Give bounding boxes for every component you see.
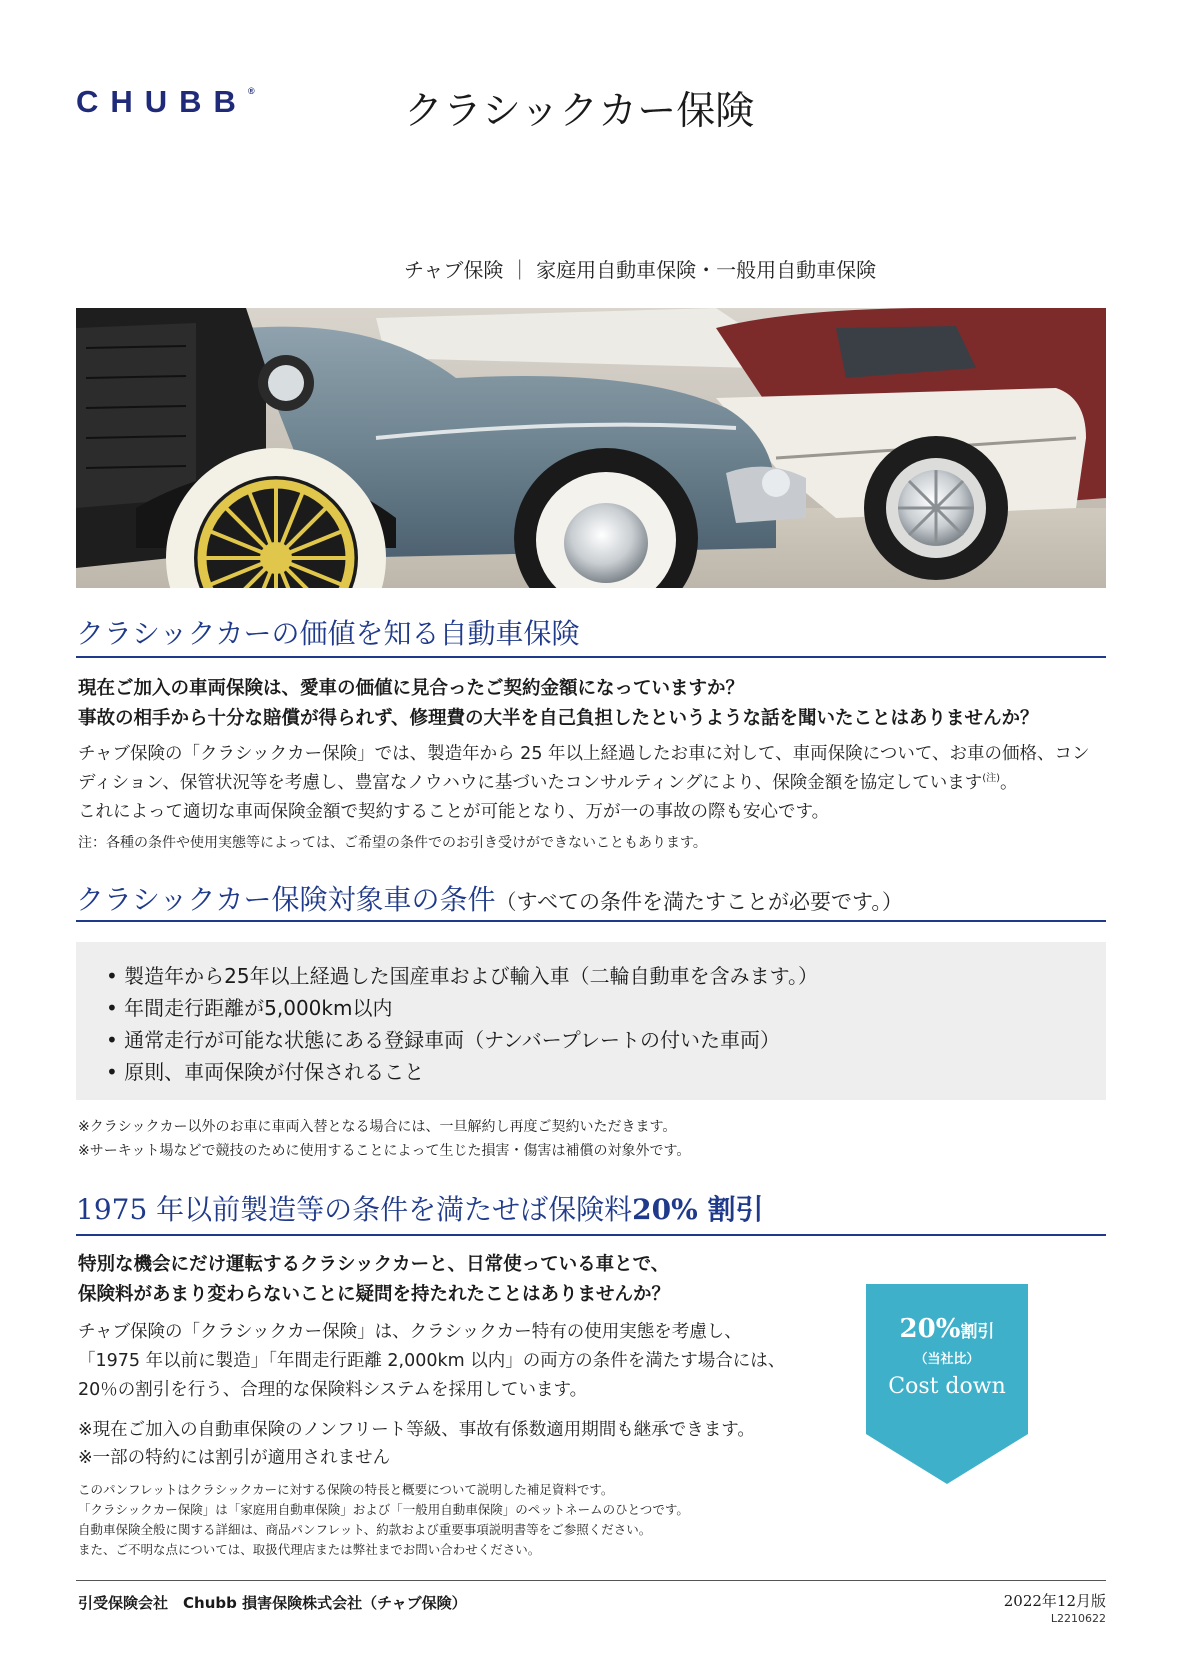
section3-body-1: チャブ保険の「クラシックカー保険」は、クラシックカー特有の使用実態を考慮し、 [78,1322,742,1342]
registered-mark: ® [247,86,255,96]
section2-note-2: ※サーキット場などで競技のために使用することによって生じた損害・傷害は補償の対象外です。 [78,1143,691,1159]
section3-heading [76,1188,764,1228]
section3-body-3: 20％の割引を行う、合理的な保険料システムを採用しています。 [78,1380,588,1400]
section3-lead-2: 保険料があまり変わらないことに疑問を持たれたことはありませんか？ [78,1284,671,1305]
section3-rule [76,1234,1106,1236]
section1-note: 注：各種の条件や使用実態等によっては、ご希望の条件でのお引き受けができないこともあります。 [78,835,707,851]
condition-item: • 原則、車両保険が付保されること [106,1060,425,1084]
fineprint-1: このパンフレットはクラシックカーに対する保険の特長と概要について説明した補足資料です。 [78,1482,614,1497]
section2-heading [76,878,903,918]
logo-text: CHUBB [76,84,248,119]
page-title: クラシックカー保険 [404,89,755,134]
note-marker: (注) [982,773,1001,785]
section3-note-2: ※一部の特約には割引が適用されません [78,1448,391,1468]
classic-cars-photo [76,308,1106,588]
section1-heading: クラシックカーの価値を知る自動車保険 [76,617,580,650]
section2-note-1: ※クラシックカー以外のお車に車両入替となる場合には、一旦解約し再度ご契約いただきます。 [78,1119,677,1135]
section1-body-1: チャブ保険の「クラシックカー保険」では、製造年から 25 年以上経過したお車に対して、車両保険について、お車の価格、コン [78,744,1090,764]
section1-lead-2: 事故の相手から十分な賠償が得られず、修理費の大半を自己負担したというような話を聞いたことはありませんか？ [78,708,1039,729]
page-subtitle: チャブ保険 ｜ 家庭用自動車保険・一般用自動車保険 [404,258,877,282]
section1-body-2 [78,769,1018,794]
section1-body-3: これによって適切な車両保険金額で契約することが可能となり、万が一の事故の際も安心です。 [78,802,830,822]
section1-body-2-end: 。 [1000,773,1018,793]
fineprint-2: 「クラシックカー保険」は「家庭用自動車保険」および「一般用自動車保険」のペットネームのひとつです。 [78,1502,689,1517]
section3-heading-discount: 20% 割引 [632,1193,764,1226]
section1-body-2-text: ディション、保管状況等を考慮し、豊富なノウハウに基づいたコンサルティングにより、保険金額を協定しています [78,773,983,793]
section1-lead-1: 現在ご加入の車両保険は、愛車の価値に見合ったご契約金額になっていますか？ [78,678,745,699]
section2-rule [76,920,1106,922]
document-code: L2210622 [1050,1612,1106,1625]
discount-badge-percent: 20% [899,1314,961,1344]
section1-rule [76,656,1106,658]
underwriter: 引受保険会社 Chubb 損害保険株式会社（チャブ保険） [78,1594,467,1612]
section3-note-1: ※現在ご加入の自動車保険のノンフリート等級、事故有係数適用期間も継承できます。 [78,1420,755,1440]
section3-lead-1: 特別な機会にだけ運転するクラシックカーと、日常使っている車とで、 [78,1254,670,1275]
chubb-logo [76,84,255,120]
section3-heading-text: 1975 年以前製造等の条件を満たせば保険料 [76,1193,633,1226]
discount-badge-sub: （当社比） [914,1352,980,1367]
edition: 2022年12月版 [1003,1592,1106,1610]
footer-rule [76,1580,1106,1581]
fineprint-3: 自動車保険全般に関する詳細は、商品パンフレット、約款および重要事項説明書等をご参照ください。 [78,1522,652,1537]
condition-item: • 製造年から25年以上経過した国産車および輸入車（二輪自動車を含みます。） [106,964,819,988]
section2-heading-small: （すべての条件を満たすことが必要です。） [495,890,903,914]
discount-badge-caption: Cost down [888,1374,1006,1399]
discount-badge-main [866,1314,1028,1344]
condition-item: • 通常走行が可能な状態にある登録車両（ナンバープレートの付いた車両） [106,1028,780,1052]
section3-body-2: 「1975 年以前に製造」「年間走行距離 2,000km 以内」の両方の条件を満たす場合には、 [78,1351,786,1371]
fineprint-4: また、ご不明な点については、取扱代理店または弊社までお問い合わせください。 [78,1542,541,1557]
condition-item: • 年間走行距離が5,000km以内 [106,996,393,1020]
discount-badge-suffix: 割引 [960,1322,995,1342]
section2-heading-text: クラシックカー保険対象車の条件 [76,883,496,916]
